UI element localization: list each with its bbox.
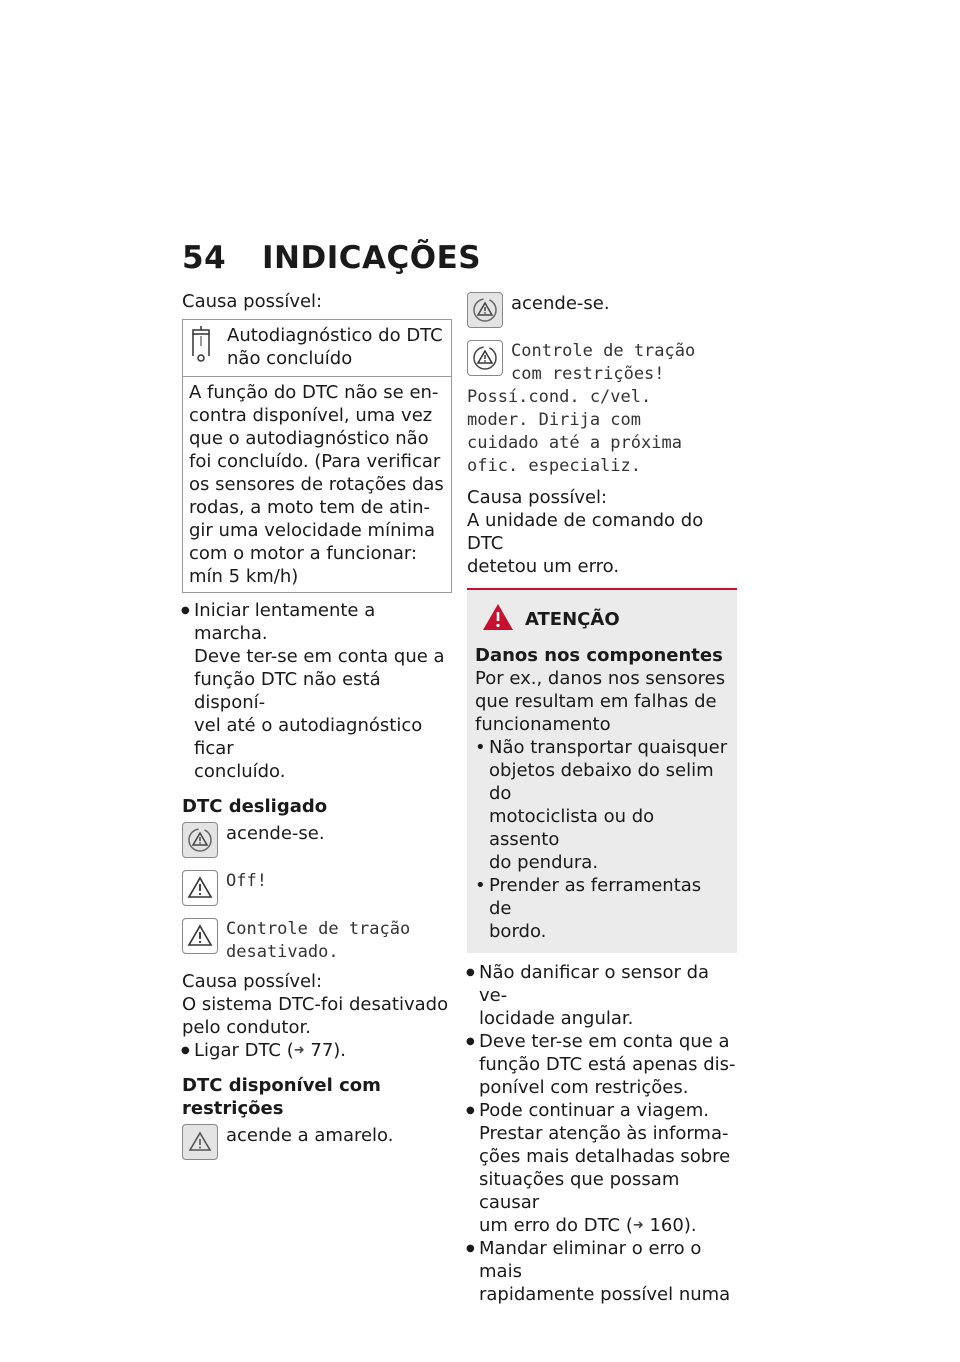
bullet-line: ● Iniciar lentamente a marcha. [194,600,376,644]
warning-text-line: que resultam em falhas de [475,691,717,712]
list-item [467,1030,737,1099]
bullet-line: ● Pode continuar a viagem. [479,1100,709,1121]
bullet-text: Ligar DTC ( [194,1040,294,1061]
indicator-row [182,918,452,964]
box-line: com o motor a funcionar: [189,543,418,564]
cause-text-line: detetou um erro. [467,556,620,577]
warning-text-line: Por ex., danos nos sensores [475,668,726,689]
display-text-line: ofic. especializ. [467,456,641,476]
box-line: gir uma velocidade mínima [189,520,436,541]
section-title-dtc-restricted: DTC disponível com restrições [182,1075,381,1119]
warning-bullet [475,874,729,943]
dtc-restricted-icon [467,340,503,376]
warning-title: Danos nos componentes [475,645,723,666]
box-line: contra disponível, uma vez [189,405,433,426]
indicator-row [182,870,452,906]
display-text-line: moder. Dirija com [467,410,641,430]
bullet-enable-dtc [182,1039,452,1062]
warning-triangle-icon [481,602,515,636]
warning-bullet [475,736,729,874]
bullet-line: do pendura. [489,852,599,873]
cause-label: Causa possível: [182,291,323,312]
page-number: 54 [182,240,227,276]
cause-text-line: pelo condutor. [182,1017,311,1038]
section-title-dtc-off: DTC desligado [182,796,328,817]
cause-text-line: A unidade de comando do DTC [467,510,704,554]
diagnosis-icon [189,324,213,368]
indicator-row [467,340,737,386]
display-text-line: com restrições! [511,364,665,384]
indicator-row [467,292,737,328]
display-text-off: Off! [226,871,267,891]
bullet-line: vel até o autodiagnóstico ficar [194,715,423,759]
box-line: rodas, a moto tem de atin- [189,497,430,518]
bullet-line: Deve ter-se em conta que a [194,646,445,667]
box-body [183,377,451,592]
cause-label: Causa possível: [182,971,323,992]
warning-box [467,588,737,953]
bullet-line: concluído. [194,761,286,782]
warning-label: ATENÇÃO [525,608,620,630]
bullet-line: • Prender as ferramentas de [489,875,702,919]
page-reference: 160). [649,1215,697,1236]
box-title-line1: Autodiagnóstico do DTC [227,325,443,346]
bullet-line: ● Deve ter-se em conta que a [479,1031,730,1052]
list-item [467,961,737,1030]
page-reference-arrow-icon: ➜ [293,1043,305,1058]
warning-text-line: funcionamento [475,714,611,735]
bullet-line [479,1214,737,1237]
bullet-line: Prestar atenção às informa- [479,1123,729,1144]
cause-text-line: O sistema DTC-foi desativado [182,994,449,1015]
dtc-warning-icon [467,292,503,328]
bullet-text: um erro do DTC ( [479,1215,633,1236]
indicator-row [182,1124,452,1160]
self-diagnosis-box [182,319,452,593]
display-text-line: desativado. [226,942,339,962]
bullet-line: situações que possam causar [479,1169,680,1213]
page-header [182,240,481,276]
page-reference-arrow-icon: ➜ [632,1218,644,1233]
left-column [182,290,452,1160]
indicator-row [182,822,452,858]
cause-label: Causa possível: [467,487,608,508]
bullet-line: ● Não danificar o sensor da ve- [479,962,710,1006]
bullet-line: locidade angular. [479,1008,634,1029]
display-text-line: cuidado até a próxima [467,433,682,453]
box-line: que o autodiagnóstico não [189,428,429,449]
display-text-line: Possí.cond. c/vel. [467,387,652,407]
bullet-line: bordo. [489,921,547,942]
indicator-text: acende-se. [226,823,325,844]
box-line: A função do DTC não se en- [189,382,439,403]
bullet-line: função DTC está apenas dis- [479,1054,736,1075]
dtc-warning-icon [182,822,218,858]
bullet-line: rapidamente possível numa [479,1284,731,1305]
warning-triangle-icon [182,918,218,954]
box-line: os sensores de rotações das [189,474,444,495]
indicator-text: acende-se. [511,293,610,314]
bullet-line: ções mais detalhadas sobre [479,1146,731,1167]
right-column [467,290,737,1306]
warning-triangle-icon [182,870,218,906]
bullet-line: ● Mandar eliminar o erro o mais [479,1238,702,1282]
dtc-warning-icon [182,1124,218,1160]
warning-header [481,602,729,636]
list-item [467,1099,737,1237]
display-text-line: Controle de tração [226,919,411,939]
page-title: INDICAÇÕES [262,240,482,276]
box-header [183,320,451,377]
indicator-text: acende a amarelo. [226,1125,394,1146]
page-reference: 77). [310,1040,347,1061]
list-item [467,1237,737,1306]
box-line: mín 5 km/h) [189,566,299,587]
bullet-line: objetos debaixo do selim do [489,760,714,804]
bullet-start-slowly [182,599,452,783]
display-text-line: Controle de tração [511,341,696,361]
bullet-line: • Não transportar quaisquer [489,737,728,758]
bullet-line: motociclista ou do assento [489,806,655,850]
box-title-line2: não concluído [227,348,353,369]
box-line: foi concluído. (Para verificar [189,451,441,472]
bullet-line: função DTC não está disponí- [194,669,381,713]
bullet-line: ponível com restrições. [479,1077,689,1098]
